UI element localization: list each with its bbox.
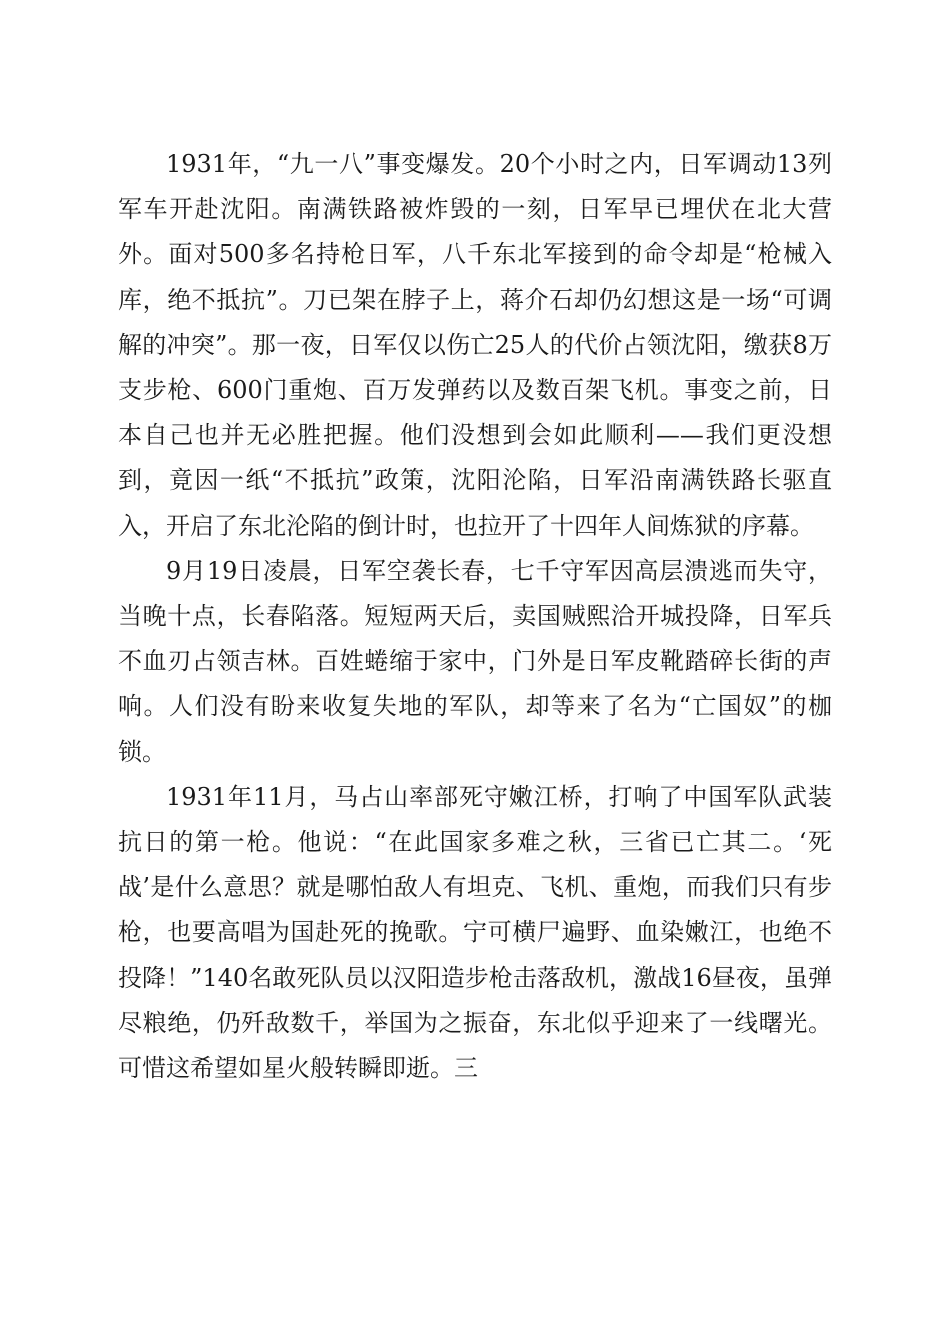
paragraph-2: 9月19日凌晨，日军空袭长春，七千守军因高层溃逃而失守，当晚十点，长春陷落。短短两天后，卖国贼熙洽开城投降，日军兵不血刃占领吉林。百姓蜷缩于家中，门外是日军皮靴踏碎长街的声响。人们没有盼来收复失地的军队，却等来了名为“亡国奴”的枷锁。 [118, 556, 832, 766]
body-text [118, 142, 832, 1091]
paragraph-1: 1931年，“九一八”事变爆发。20个小时之内，日军调动13列军车开赴沈阳。南满铁路被炸毁的一刻，日军早已埋伏在北大营外。面对500多名持枪日军，八千东北军接到的命令却是“枪械入库，绝不抵抗”。刀已架在脖子上，蒋介石却仍幻想这是一场“可调解的冲突”。那一夜，日军仅以伤亡25人的代价占领沈阳，缴获8万支步枪、600门重炮、百万发弹药以及数百架飞机。事变之前，日本自己也并无必胜把握。他们没想到会如此顺利——我们更没想到，竟因一纸“不抵抗”政策，沈阳沦陷，日军沿南满铁路长驱直入，开启了东北沦陷的倒计时，也拉开了十四年人间炼狱的序幕。 [118, 150, 832, 540]
paragraph-3: 1931年11月，马占山率部死守嫩江桥，打响了中国军队武装抗日的第一枪。他说：“在此国家多难之秋，三省已亡其二。‘死战’是什么意思？就是哪怕敌人有坦克、飞机、重炮，而我们只有步枪，也要高唱为国赴死的挽歌。宁可横尸遍野、血染嫩江，也绝不投降！”140名敢死队员以汉阳造步枪击落敌机，激战16昼夜，虽弹尽粮绝，仍歼敌数千，举国为之振奋，东北似乎迎来了一线曙光。可惜这希望如星火般转瞬即逝。三 [118, 782, 832, 1083]
